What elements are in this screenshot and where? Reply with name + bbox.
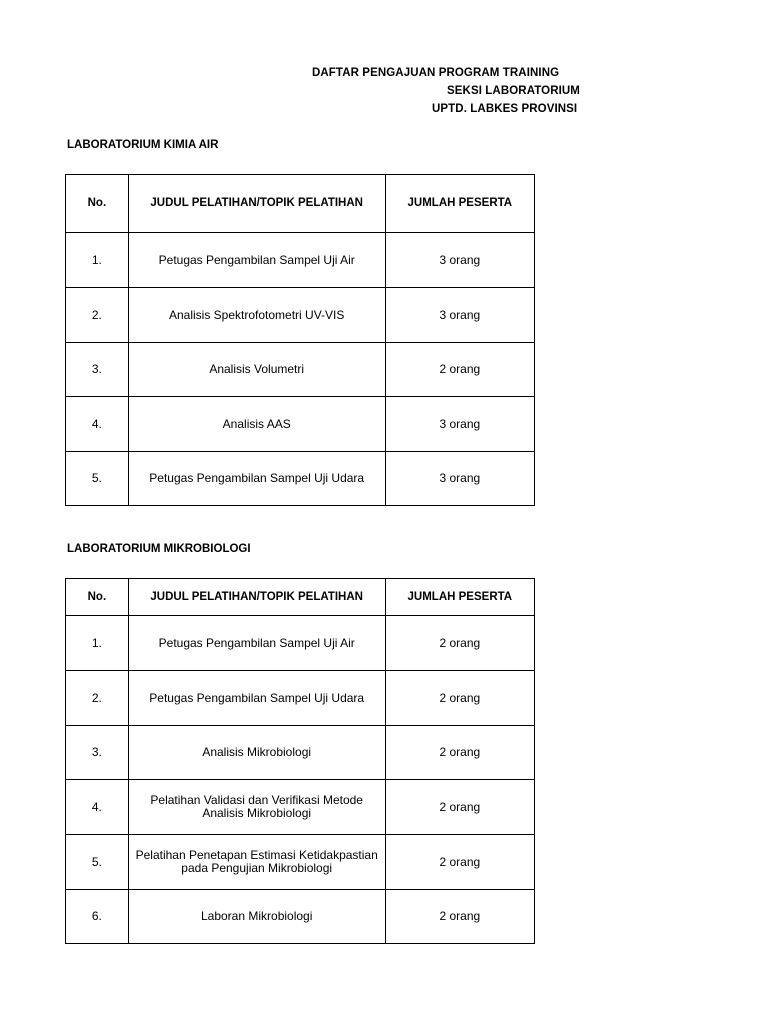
participant-count: 2 orang <box>385 616 534 671</box>
table-header-row <box>66 175 535 233</box>
column-header-count: JUMLAH PESERTA <box>385 175 534 233</box>
column-header-title: JUDUL PELATIHAN/TOPIK PELATIHAN <box>128 175 385 233</box>
table-row <box>66 616 535 671</box>
column-header-no: No. <box>66 579 129 616</box>
participant-count: 2 orang <box>385 835 534 890</box>
kimia-air-table <box>65 174 535 506</box>
row-number: 3. <box>66 726 129 780</box>
training-title: Analisis AAS <box>128 397 385 452</box>
column-header-no: No. <box>66 175 129 233</box>
participant-count: 3 orang <box>385 397 534 452</box>
training-title: Petugas Pengambilan Sampel Uji Udara <box>128 452 385 506</box>
table-row <box>66 835 535 890</box>
row-number: 2. <box>66 288 129 343</box>
training-title: Petugas Pengambilan Sampel Uji Air <box>128 233 385 288</box>
participant-count: 3 orang <box>385 452 534 506</box>
table-row <box>66 726 535 780</box>
table-row <box>66 288 535 343</box>
training-title: Petugas Pengambilan Sampel Uji Air <box>128 616 385 671</box>
training-title: Laboran Mikrobiologi <box>128 890 385 944</box>
table-row <box>66 397 535 452</box>
training-title: Pelatihan Penetapan Estimasi Ketidakpastian pada Pengujian Mikrobiologi <box>128 835 385 890</box>
section-title-kimia-air: LABORATORIUM KIMIA AIR <box>67 139 219 151</box>
participant-count: 3 orang <box>385 288 534 343</box>
column-header-count: JUMLAH PESERTA <box>385 579 534 616</box>
table-row <box>66 780 535 835</box>
row-number: 1. <box>66 233 129 288</box>
column-header-title: JUDUL PELATIHAN/TOPIK PELATIHAN <box>128 579 385 616</box>
table-header-row <box>66 579 535 616</box>
document-title-line-3: UPTD. LABKES PROVINSI <box>432 103 578 115</box>
training-title: Pelatihan Validasi dan Verifikasi Metode Analisis Mikrobiologi <box>128 780 385 835</box>
table-row <box>66 343 535 397</box>
row-number: 5. <box>66 452 129 506</box>
participant-count: 2 orang <box>385 343 534 397</box>
row-number: 3. <box>66 343 129 397</box>
participant-count: 2 orang <box>385 726 534 780</box>
table-row <box>66 890 535 944</box>
training-title: Analisis Mikrobiologi <box>128 726 385 780</box>
training-title: Analisis Spektrofotometri UV-VIS <box>128 288 385 343</box>
participant-count: 2 orang <box>385 890 534 944</box>
training-title: Analisis Volumetri <box>128 343 385 397</box>
row-number: 5. <box>66 835 129 890</box>
participant-count: 2 orang <box>385 780 534 835</box>
participant-count: 3 orang <box>385 233 534 288</box>
table-row <box>66 452 535 506</box>
document-title-line-2: SEKSI LABORATORIUM <box>447 85 580 97</box>
row-number: 4. <box>66 397 129 452</box>
table-row <box>66 233 535 288</box>
row-number: 1. <box>66 616 129 671</box>
training-title: Petugas Pengambilan Sampel Uji Udara <box>128 671 385 726</box>
section-title-mikrobiologi: LABORATORIUM MIKROBIOLOGI <box>67 543 251 555</box>
row-number: 2. <box>66 671 129 726</box>
table-row <box>66 671 535 726</box>
row-number: 4. <box>66 780 129 835</box>
mikrobiologi-table <box>65 578 535 944</box>
row-number: 6. <box>66 890 129 944</box>
participant-count: 2 orang <box>385 671 534 726</box>
document-title-line-1: DAFTAR PENGAJUAN PROGRAM TRAINING <box>312 67 560 79</box>
